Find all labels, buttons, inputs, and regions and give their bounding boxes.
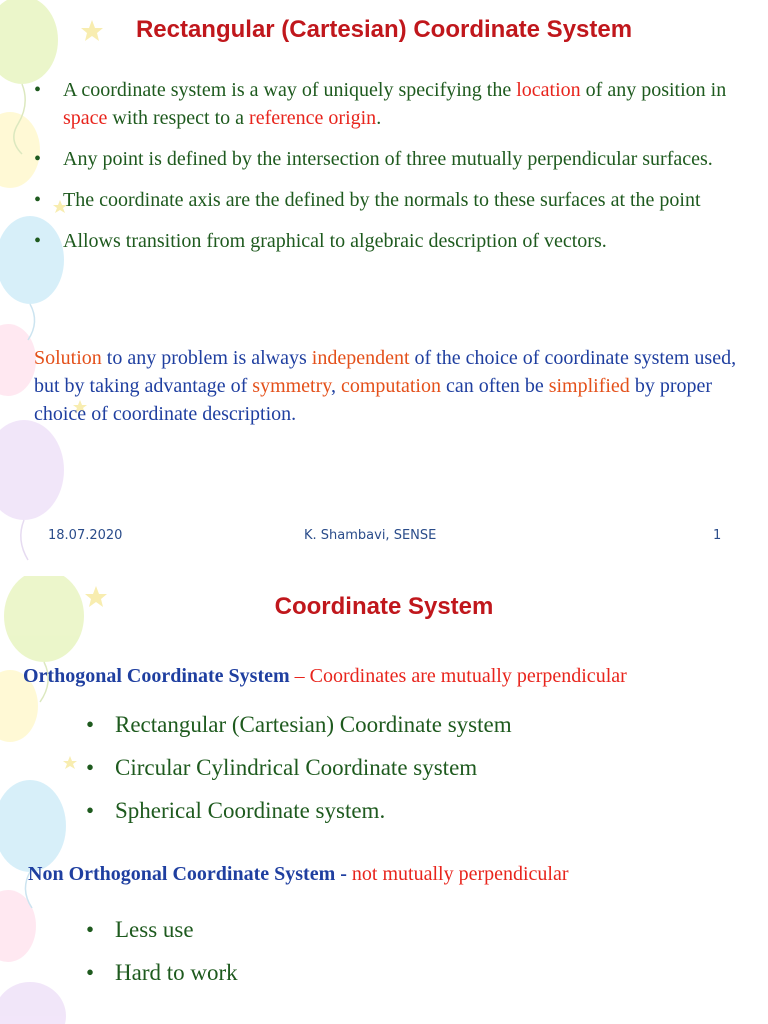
bullet-dot: • xyxy=(86,960,95,985)
summary-paragraph: Solution to any problem is always independent of the choice of coordinate system used, but by taking advantage of symmetry, computation can often be simplified by proper choice of coordinate description. xyxy=(34,347,737,425)
bullet-dot: • xyxy=(34,79,42,101)
highlight-reference-origin: reference origin xyxy=(249,107,377,129)
list-item: • The coordinate axis are the defined by the normals to these surfaces at the point xyxy=(34,186,748,214)
bullet-dot: • xyxy=(86,712,95,737)
bullet-dot: • xyxy=(86,798,95,823)
list-item: • Circular Cylindrical Coordinate system xyxy=(86,753,726,783)
slide-2 xyxy=(0,576,768,1024)
highlight-location: location xyxy=(516,79,581,101)
orthogonal-list xyxy=(86,710,726,826)
non-orthogonal-heading: Non Orthogonal Coordinate System - not mutually perpendicular xyxy=(28,863,569,885)
slide-title: Coordinate System xyxy=(274,593,494,620)
orthogonal-description: – Coordinates are mutually perpendicular xyxy=(289,665,627,687)
non-orthogonal-label: Non Orthogonal Coordinate System xyxy=(28,863,336,885)
slide-title: Rectangular (Cartesian) Coordinate System xyxy=(135,16,633,43)
orthogonal-label: Orthogonal Coordinate System xyxy=(23,665,290,687)
footer-page-number: 1 xyxy=(713,528,722,543)
highlight-computation: computation xyxy=(340,375,441,397)
footer-date: 18.07.2020 xyxy=(48,528,123,543)
bullet-dot: • xyxy=(34,189,42,211)
highlight-space: space xyxy=(63,107,108,129)
bullet-list xyxy=(34,76,748,255)
orthogonal-heading xyxy=(23,665,627,688)
highlight-simplified: simplified xyxy=(548,375,630,397)
list-item: • Any point is defined by the intersection of three mutually perpendicular surfaces. xyxy=(34,145,748,173)
highlight-symmetry: symmetry xyxy=(252,375,331,397)
non-orthogonal-list xyxy=(86,915,726,988)
list-item: • Less use xyxy=(86,915,726,945)
bullet-dot: • xyxy=(34,148,42,170)
list-item: • Hard to work xyxy=(86,958,726,988)
list-item: • Rectangular (Cartesian) Coordinate system xyxy=(86,710,726,740)
non-orthogonal-description: not mutually perpendicular xyxy=(351,863,569,885)
bullet-dot: • xyxy=(86,755,95,780)
list-item: • Spherical Coordinate system. xyxy=(86,796,726,826)
list-item: • A coordinate system is a way of uniquely specifying the location of any position in space with respect to a reference origin. xyxy=(34,76,748,132)
bullet-dot: • xyxy=(34,230,42,252)
list-item: • Allows transition from graphical to algebraic description of vectors. xyxy=(34,227,748,255)
highlight-independent: independent xyxy=(311,347,410,369)
footer-author: K. Shambavi, SENSE xyxy=(304,528,437,543)
bullet-dot: • xyxy=(86,917,95,942)
highlight-solution: Solution xyxy=(34,347,102,369)
